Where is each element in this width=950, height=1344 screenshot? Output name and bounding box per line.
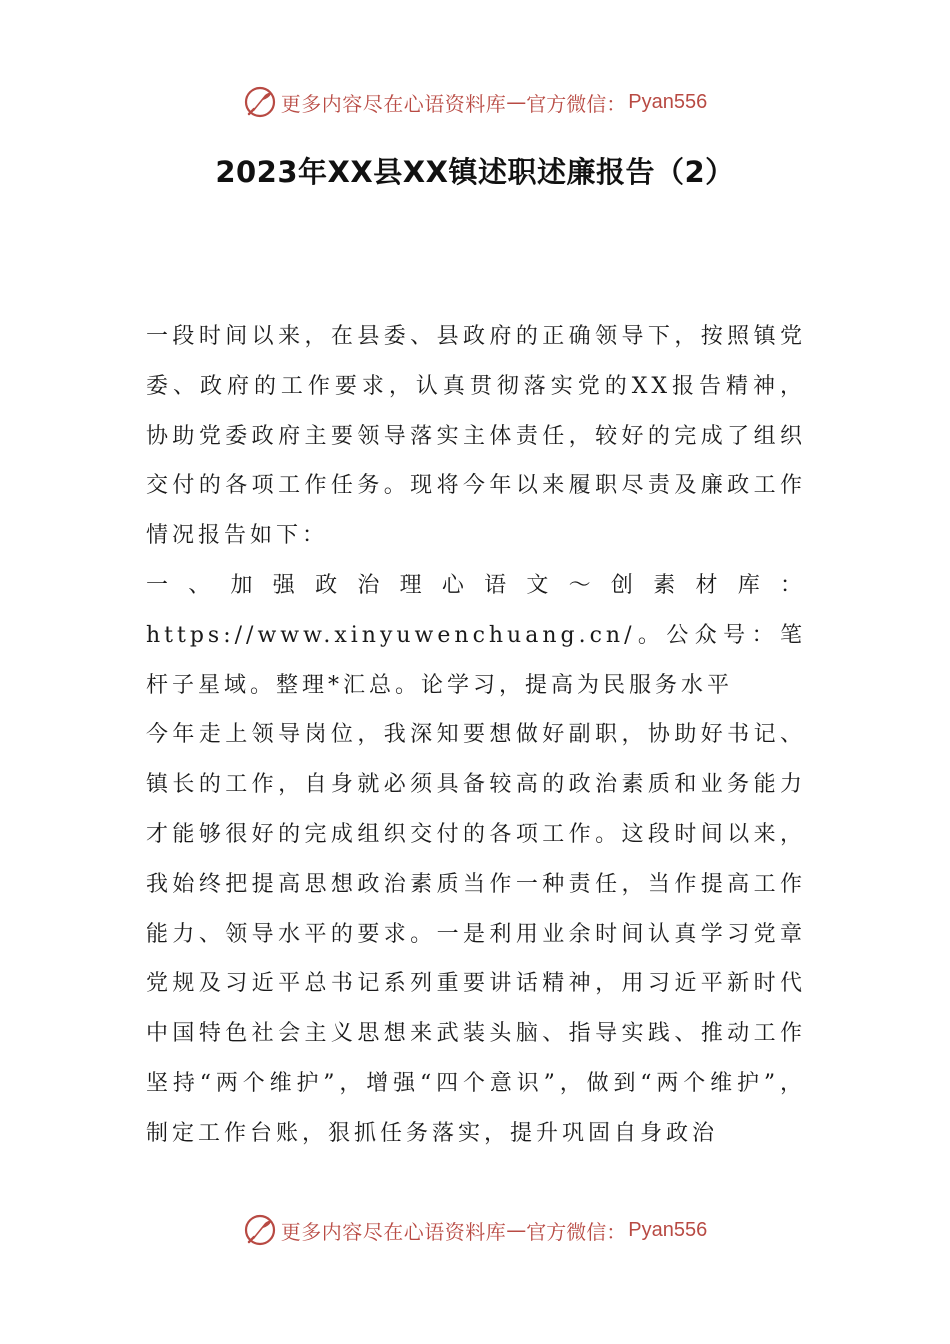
document-body (146, 312, 806, 1159)
body-paragraph-intro: 一段时间以来，在县委、县政府的正确领导下，按照镇党委、政府的工作要求，认真贯彻落实党的XX报告精神，协助党委政府主要领导落实主体责任，较好的完成了组织交付的各项工作任务。现将今年以来履职尽责及廉政工作情况报告如下： (146, 324, 806, 549)
footer-watermark-banner (0, 1210, 950, 1250)
watermark-separator: — (506, 90, 527, 114)
watermark-wechat-id: Pyan556 (628, 90, 708, 113)
watermark-label: 官方微信： (526, 91, 627, 116)
quill-pen-logo-icon (243, 1213, 277, 1247)
document-title: 2023年XX县XX镇述职述廉报告（2） (215, 155, 735, 189)
watermark-label: 官方微信： (526, 1219, 627, 1244)
watermark-wechat-id: Pyan556 (628, 1218, 708, 1241)
watermark-separator: — (506, 1218, 527, 1242)
body-paragraph-study: 今年走上领导岗位，我深知要想做好副职，协助好书记、镇长的工作，自身就必须具备较高的政治素质和业务能力才能够很好的完成组织交付的各项工作。这段时间以来，我始终把提高思想政治素质当作一种责任，当作提高工作能力、领导水平的要求。一是利用业余时间认真学习党章党规及习近平总书记系列重要讲话精神，用习近平新时代中国特色社会主义思想来武装头脑、指导实践、推动工作坚持“两个维护”，增强“四个意识”，做到“两个维护”，制定工作台账，狠抓任务落实，提升巩固自身政治 (146, 722, 806, 1146)
watermark-text: 更多内容尽在心语资料库 (280, 91, 507, 116)
header-watermark-banner (0, 82, 950, 122)
body-paragraph-section-heading: 一、加强政治理心语文～创素材库：https://www.xinyuwenchuang.cn/。公众号：笔杆子星域。整理*汇总。论学习，提高为民服务水平 (146, 572, 806, 698)
watermark-text: 更多内容尽在心语资料库 (280, 1219, 507, 1244)
quill-pen-logo-icon (243, 85, 277, 119)
